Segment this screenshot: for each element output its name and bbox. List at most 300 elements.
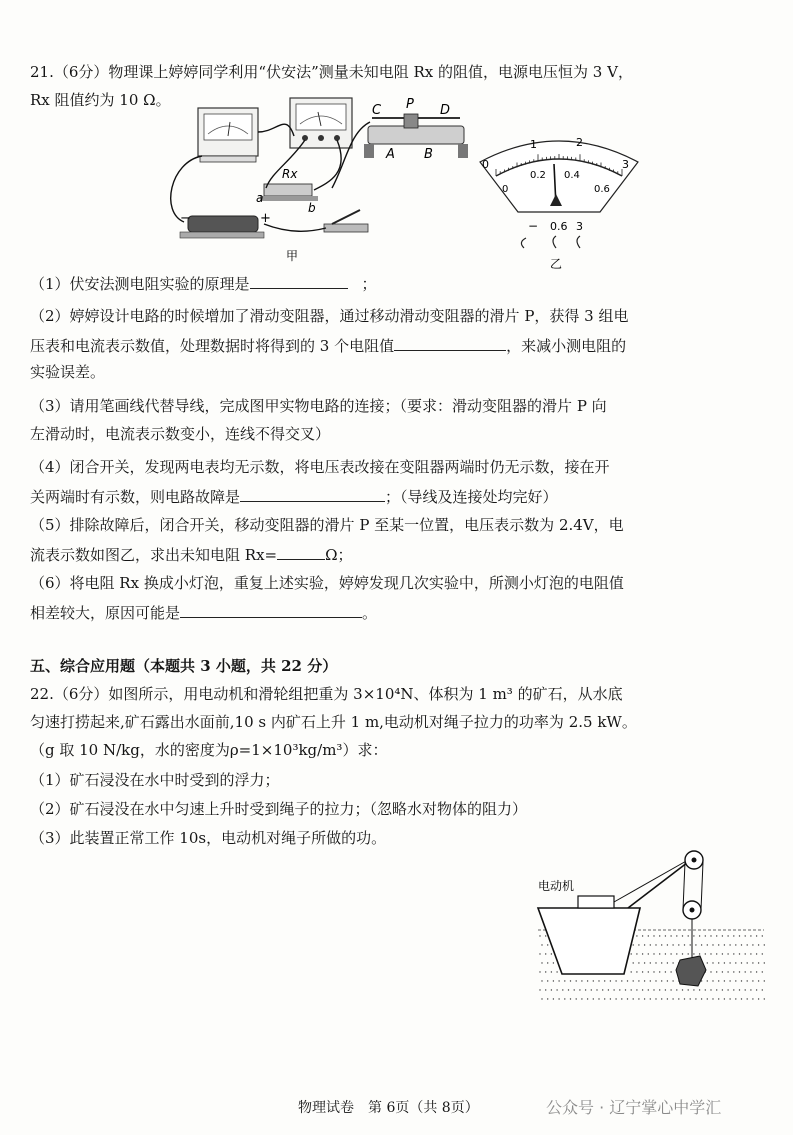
rope: [683, 862, 685, 910]
water-dot: [739, 971, 740, 972]
water-dot: [684, 944, 685, 945]
water-dot: [688, 953, 689, 954]
water-dot: [716, 953, 717, 954]
wire: [264, 224, 326, 231]
water-dot: [701, 998, 702, 999]
figure-caption-jia: 甲: [286, 249, 299, 263]
water-dot: [699, 953, 700, 954]
water-dot: [633, 998, 634, 999]
water-dot: [716, 971, 717, 972]
water-dot: [558, 998, 559, 999]
water-dot: [705, 989, 706, 990]
water-dot: [545, 989, 546, 990]
water-dot: [608, 989, 609, 990]
q21-part1-text: （1）伏安法测电阻实验的原理是: [30, 275, 250, 293]
water-dot: [655, 944, 656, 945]
q21-part5b: [30, 543, 353, 565]
answer-blank-1[interactable]: [250, 272, 348, 289]
water-dot: [756, 935, 757, 936]
water-dot: [665, 953, 666, 954]
answer-blank-4[interactable]: [240, 485, 385, 502]
water-dot: [665, 989, 666, 990]
water-dot: [733, 971, 734, 972]
water-dot: [735, 962, 736, 963]
scale-top-0: 0: [482, 158, 489, 171]
water-dot: [699, 989, 700, 990]
water-dot: [551, 989, 552, 990]
water-dot: [747, 980, 748, 981]
water-dot: [602, 989, 603, 990]
water-dot: [638, 944, 639, 945]
voltmeter-device: [290, 98, 352, 148]
q21-part4b: [30, 485, 558, 507]
water-dot: [735, 998, 736, 999]
scale-top-1: 1: [530, 138, 537, 151]
terminal-knob: [553, 236, 556, 248]
label-rx: Rx: [282, 167, 298, 181]
water-dot: [724, 998, 725, 999]
water-dot: [750, 935, 751, 936]
water-dot: [558, 980, 559, 981]
water-dot: [764, 980, 765, 981]
water-dot: [747, 962, 748, 963]
water-dot: [644, 998, 645, 999]
water-dot: [650, 980, 651, 981]
water-dot: [705, 953, 706, 954]
q22-line3: （g 取 10 N/kg，水的密度为ρ=1×10³kg/m³）求：: [30, 741, 388, 759]
terminal-knob: [521, 238, 526, 248]
q22-line2: 匀速打捞起来,矿石露出水面前,10 s 内矿石上升 1 m,电动机对绳子拉力的功率为 2.5 kW。: [30, 713, 637, 731]
water-dot: [547, 980, 548, 981]
water-dot: [591, 989, 592, 990]
water-dot: [752, 980, 753, 981]
boat-hull: [538, 908, 640, 974]
water-dot: [707, 980, 708, 981]
water-dot: [718, 944, 719, 945]
water-dot: [564, 980, 565, 981]
water-dot: [718, 980, 719, 981]
water-dot: [627, 998, 628, 999]
water-dot: [758, 962, 759, 963]
water-dot: [551, 971, 552, 972]
terminal-minus: −: [528, 219, 539, 233]
water-dot: [539, 989, 540, 990]
label-battery-plus: +: [260, 211, 271, 226]
water-dot: [545, 953, 546, 954]
water-dot: [729, 944, 730, 945]
water-dot: [553, 980, 554, 981]
water-dot: [636, 935, 637, 936]
water-dot: [621, 980, 622, 981]
water-dot: [739, 953, 740, 954]
water-dot: [724, 980, 725, 981]
q21-line1: 21.（6分）物理课上婷婷同学利用“伏安法”测量未知电阻 Rx 的阻值，电源电压恒为 3 V，: [30, 63, 633, 81]
water-dot: [659, 953, 660, 954]
water-dot: [739, 935, 740, 936]
water-dot: [615, 998, 616, 999]
water-dot: [661, 980, 662, 981]
water-dot: [712, 962, 713, 963]
water-dot: [648, 971, 649, 972]
water-dot: [670, 935, 671, 936]
answer-blank-5[interactable]: [277, 543, 325, 560]
scale-top-3: 3: [622, 158, 629, 171]
water-dot: [741, 980, 742, 981]
water-dot: [644, 962, 645, 963]
water-dot: [729, 998, 730, 999]
label-A: A: [386, 147, 395, 162]
water-dot: [598, 980, 599, 981]
water-dot: [741, 998, 742, 999]
q22-sub1: （1）矿石浸没在水中时受到的浮力；: [30, 771, 280, 789]
battery-device: [180, 216, 264, 238]
water-dot: [724, 944, 725, 945]
water-dot: [598, 998, 599, 999]
water-dot: [682, 989, 683, 990]
water-dot: [638, 962, 639, 963]
rheostat-device: [364, 114, 468, 158]
water-dot: [735, 944, 736, 945]
water-dot: [633, 962, 634, 963]
water-dot: [710, 971, 711, 972]
label-b: b: [308, 201, 316, 215]
q21-part4b-text: 关两端时有示数，则电路故障是: [30, 488, 241, 506]
water-dot: [547, 998, 548, 999]
water-dot: [670, 989, 671, 990]
water-dot: [596, 989, 597, 990]
pulley-figure: [528, 838, 768, 1018]
water-dot: [610, 980, 611, 981]
water-dot: [653, 989, 654, 990]
scale-bottom-2: 0.4: [564, 170, 580, 181]
water-dot: [547, 944, 548, 945]
water-dot: [764, 962, 765, 963]
q21-part4a: （4）闭合开关，发现两电表均无示数，将电压表改接在变阻器两端时仍无示数，接在开: [30, 458, 610, 476]
water-dot: [758, 944, 759, 945]
water-dot: [727, 989, 728, 990]
rope: [701, 862, 703, 910]
water-dot: [653, 971, 654, 972]
water-dot: [762, 935, 763, 936]
water-dot: [722, 935, 723, 936]
water-dot: [716, 989, 717, 990]
water-dot: [701, 944, 702, 945]
water-dot: [642, 935, 643, 936]
q21-part6a: （6）将电阻 Rx 换成小灯泡，重复上述实验，婷婷发现几次实验中，所测小灯泡的电阻值: [30, 574, 624, 592]
water-dot: [650, 944, 651, 945]
q21-part6b: [30, 601, 377, 623]
water-dot: [661, 962, 662, 963]
q21-line2: Rx 阻值约为 10 Ω。: [30, 91, 171, 109]
water-dot: [636, 953, 637, 954]
watermark-text: 公众号 · 辽宁掌心中学汇: [546, 1098, 722, 1117]
water-dot: [762, 989, 763, 990]
q21-part3b: 左滑动时，电流表示数变小，连线不得交叉）: [30, 425, 331, 443]
water-dot: [638, 998, 639, 999]
scale-bottom-3: 0.6: [594, 184, 610, 195]
water-dot: [688, 989, 689, 990]
water-dot: [729, 962, 730, 963]
water-dot: [541, 944, 542, 945]
scale-top-2: 2: [576, 136, 583, 149]
label-a: a: [256, 191, 264, 205]
terminal-0-6: 0.6: [550, 220, 568, 233]
water-dot: [727, 971, 728, 972]
q21-part6b-text: 相差较大，原因可能是: [30, 604, 181, 622]
water-dot: [712, 944, 713, 945]
water-dot: [570, 980, 571, 981]
water-dot: [739, 989, 740, 990]
water-dot: [541, 980, 542, 981]
q21-part5b-end: Ω；: [325, 546, 353, 564]
q22-line1: 22.（6分）如图所示，用电动机和滑轮组把重为 3×10⁴N、体积为 1 m³ 的矿石，从水底: [30, 685, 623, 703]
water-dot: [733, 989, 734, 990]
water-dot: [631, 971, 632, 972]
q21-part2c: 实验误差。: [30, 363, 106, 381]
water-dot: [539, 971, 540, 972]
water-dot: [633, 944, 634, 945]
water-dot: [568, 989, 569, 990]
water-dot: [593, 998, 594, 999]
page-footer: [0, 1097, 793, 1121]
water-dot: [670, 971, 671, 972]
water-dot: [676, 935, 677, 936]
answer-blank-2[interactable]: [394, 334, 506, 351]
water-dot: [642, 971, 643, 972]
water-dot: [545, 971, 546, 972]
water-dot: [581, 980, 582, 981]
water-dot: [672, 998, 673, 999]
water-dot: [667, 944, 668, 945]
water-dot: [642, 989, 643, 990]
label-D: D: [440, 103, 451, 118]
water-dot: [665, 935, 666, 936]
water-dot: [570, 998, 571, 999]
water-dot: [733, 935, 734, 936]
water-dot: [655, 998, 656, 999]
water-dot: [587, 998, 588, 999]
water-dot: [667, 998, 668, 999]
scale-bottom-1: 0.2: [530, 170, 546, 181]
water-dot: [665, 971, 666, 972]
water-dot: [722, 971, 723, 972]
label-B: B: [424, 147, 433, 162]
water-dot: [745, 935, 746, 936]
water-dot: [724, 962, 725, 963]
water-dot: [747, 944, 748, 945]
water-dot: [642, 953, 643, 954]
water-dot: [653, 935, 654, 936]
water-dot: [727, 953, 728, 954]
water-dot: [682, 953, 683, 954]
terminal-3: 3: [576, 220, 583, 233]
water-dot: [576, 998, 577, 999]
water-dot: [733, 953, 734, 954]
ammeter-dial-figure-yi: [472, 128, 647, 278]
water-dot: [667, 980, 668, 981]
q21-part1-end: ；: [361, 275, 377, 293]
water-dot: [672, 944, 673, 945]
water-dot: [678, 998, 679, 999]
water-dot: [587, 980, 588, 981]
motor-label: 电动机: [538, 879, 575, 893]
water-dot: [541, 998, 542, 999]
water-dot: [661, 998, 662, 999]
water-dot: [633, 980, 634, 981]
water-dot: [644, 944, 645, 945]
water-dot: [710, 989, 711, 990]
water-dot: [574, 989, 575, 990]
water-dot: [650, 962, 651, 963]
water-dot: [756, 989, 757, 990]
water-dot: [636, 989, 637, 990]
water-dot: [727, 935, 728, 936]
circuit-figure-jia: [160, 92, 480, 267]
label-battery-minus: −: [180, 211, 191, 226]
water-dot: [693, 935, 694, 936]
water-dot: [741, 944, 742, 945]
q21-part5a: （5）排除故障后，闭合开关，移动变阻器的滑片 P 至某一位置，电压表示数为 2.4V，电: [30, 516, 624, 534]
water-dot: [745, 971, 746, 972]
water-dot: [613, 989, 614, 990]
water-dot: [758, 998, 759, 999]
water-dot: [712, 980, 713, 981]
water-dot: [762, 953, 763, 954]
water-dot: [659, 989, 660, 990]
water-dot: [621, 998, 622, 999]
water-dot: [610, 998, 611, 999]
water-dot: [752, 944, 753, 945]
water-dot: [564, 998, 565, 999]
q21-part1: [30, 272, 377, 294]
water-dot: [707, 962, 708, 963]
water-dot: [707, 998, 708, 999]
water-dot: [551, 953, 552, 954]
water-dot: [636, 971, 637, 972]
water-dot: [707, 944, 708, 945]
q21-part5b-text: 流表示数如图乙，求出未知电阻 Rx=: [30, 546, 278, 564]
water-dot: [593, 980, 594, 981]
water-dot: [756, 971, 757, 972]
water-dot: [631, 953, 632, 954]
water-dot: [539, 935, 540, 936]
water-dot: [729, 980, 730, 981]
water-dot: [655, 962, 656, 963]
water-dot: [648, 953, 649, 954]
water-dot: [693, 989, 694, 990]
water-dot: [631, 989, 632, 990]
water-dot: [670, 953, 671, 954]
ammeter-device: [198, 108, 258, 162]
water-dot: [716, 935, 717, 936]
water-dot: [712, 998, 713, 999]
q21-part2a: （2）婷婷设计电路的时候增加了滑动变阻器，通过移动滑动变阻器的滑片 P，获得 3 组电: [30, 307, 629, 325]
water-dot: [619, 989, 620, 990]
water-dot: [735, 980, 736, 981]
water-dot: [722, 953, 723, 954]
q21-part2b: [30, 334, 626, 356]
q21-part2b-end: ，来减小测电阻的: [506, 337, 627, 355]
water-dot: [758, 980, 759, 981]
water-dot: [547, 962, 548, 963]
water-dot: [615, 980, 616, 981]
water-dot: [604, 980, 605, 981]
motor-block: [578, 896, 614, 908]
water-dot: [653, 953, 654, 954]
water-dot: [581, 998, 582, 999]
water-dot: [747, 998, 748, 999]
water-dot: [688, 935, 689, 936]
water-dot: [750, 971, 751, 972]
label-C: C: [372, 103, 382, 118]
q22-sub2: （2）矿石浸没在水中匀速上升时受到绳子的拉力；（忽略水对物体的阻力）: [30, 800, 528, 818]
water-dot: [541, 962, 542, 963]
water-dot: [648, 989, 649, 990]
water-dot: [693, 953, 694, 954]
water-dot: [684, 998, 685, 999]
water-dot: [710, 953, 711, 954]
water-dot: [604, 998, 605, 999]
water-dot: [545, 935, 546, 936]
water-dot: [762, 971, 763, 972]
q21-part2b-text: 压表和电流表示数值，处理数据时将得到的 3 个电阻值: [30, 337, 395, 355]
water-dot: [718, 998, 719, 999]
water-dot: [718, 962, 719, 963]
water-dot: [672, 980, 673, 981]
water-dot: [745, 989, 746, 990]
water-dot: [650, 998, 651, 999]
water-dot: [705, 935, 706, 936]
switch-device: [324, 210, 368, 232]
water-dot: [655, 980, 656, 981]
terminal-knob: [577, 236, 580, 248]
water-dot: [690, 998, 691, 999]
page-number-text: 物理试卷 第 6页（共 8页）: [298, 1100, 479, 1116]
water-dot: [695, 944, 696, 945]
water-dot: [644, 980, 645, 981]
water-dot: [682, 935, 683, 936]
water-dot: [627, 980, 628, 981]
water-dot: [750, 953, 751, 954]
water-dot: [579, 989, 580, 990]
water-dot: [556, 971, 557, 972]
water-dot: [576, 980, 577, 981]
label-P: P: [406, 97, 414, 112]
water-dot: [661, 944, 662, 945]
water-dot: [750, 989, 751, 990]
water-dot: [741, 962, 742, 963]
water-dot: [690, 944, 691, 945]
water-dot: [676, 953, 677, 954]
water-dot: [667, 962, 668, 963]
water-dot: [659, 935, 660, 936]
water-dot: [556, 989, 557, 990]
water-dot: [699, 935, 700, 936]
water-dot: [539, 953, 540, 954]
wire: [258, 124, 294, 136]
q21-part4b-end: ；（导线及连接处均完好）: [385, 488, 558, 506]
answer-blank-6[interactable]: [180, 601, 362, 618]
water-dot: [625, 989, 626, 990]
q22-sub3: （3）此装置正常工作 10s，电动机对绳子所做的功。: [30, 829, 387, 847]
water-dot: [745, 953, 746, 954]
water-dot: [710, 935, 711, 936]
q21-part3a: （3）请用笔画线代替导线，完成图甲实物电路的连接；（要求：滑动变阻器的滑片 P 向: [30, 397, 607, 415]
water-dot: [764, 944, 765, 945]
rope: [614, 860, 688, 902]
section-title: 五、综合应用题（本题共 3 小题，共 22 分）: [30, 657, 338, 675]
water-dot: [585, 989, 586, 990]
